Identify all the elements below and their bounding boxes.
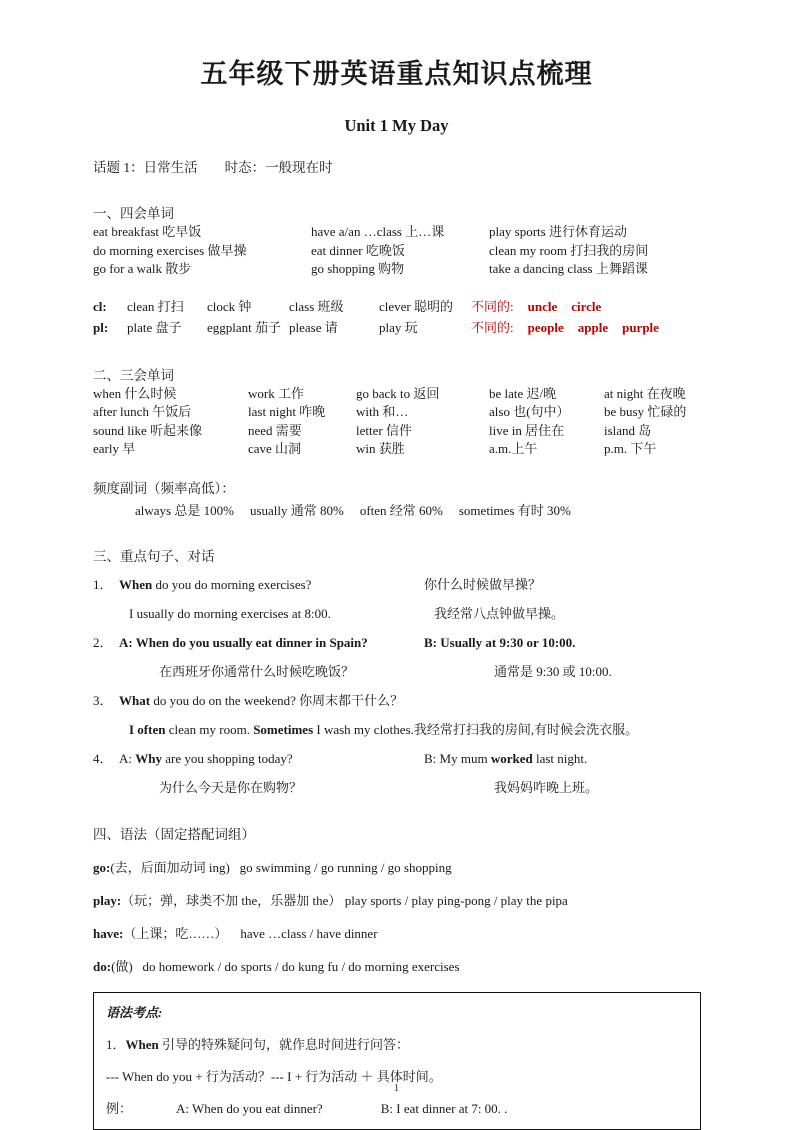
sentence-chinese-left: 为什么今天是你在购物？ bbox=[159, 779, 303, 795]
sentence-english bbox=[119, 751, 424, 768]
sentence-number: 4． bbox=[93, 750, 113, 766]
different-word: purple bbox=[622, 319, 659, 335]
vocab-cell: a.m.上午 bbox=[489, 441, 538, 456]
vocab-cell: do morning exercises 做早操 bbox=[93, 242, 247, 258]
frequency-item: usually 通常 80% bbox=[249, 503, 344, 519]
grammar-box-pattern: --- When do you + 行为活动？--- I + 行为活动 ＋ 具体时间。 bbox=[106, 1068, 442, 1084]
vocab-cell: cave 山洞 bbox=[248, 441, 302, 456]
sentence-english bbox=[119, 693, 705, 710]
different-label: 不同的: bbox=[471, 298, 514, 314]
sentence-row bbox=[93, 606, 705, 623]
sentence-number: 1． bbox=[93, 577, 113, 593]
example-speaker-b: B: I eat dinner at 7: 00. . bbox=[380, 1100, 508, 1116]
grammar-examples: do homework / do sports / do kung fu / do morning exercises bbox=[142, 958, 460, 974]
sentence-row bbox=[93, 751, 705, 768]
blend-different-pl bbox=[471, 317, 705, 338]
blend-row-cl bbox=[93, 296, 705, 317]
frequency-heading: 频度副词（频率高低）： bbox=[93, 481, 235, 497]
sentence-number bbox=[93, 780, 119, 797]
vocab-cell: be busy 忙碌的 bbox=[604, 404, 687, 420]
sentence-row bbox=[93, 635, 705, 652]
vocab-cell: early 早 bbox=[93, 441, 136, 456]
sentence-chinese-right: 我妈妈咋晚上班。 bbox=[494, 779, 599, 795]
blend-table bbox=[93, 296, 705, 338]
blend-item: class 班级 bbox=[289, 298, 344, 314]
frequency-item: sometimes 有时 30% bbox=[458, 503, 571, 519]
section-heading-four-skills: 一、四会单词 bbox=[93, 206, 174, 222]
sentence-row bbox=[93, 780, 705, 797]
sentence-chinese-right: 通常是 9:30 或 10:00. bbox=[494, 664, 612, 680]
vocab-cell: be late 迟/晚 bbox=[489, 385, 557, 401]
sentence-number bbox=[93, 664, 119, 681]
vocab-cell: letter 信件 bbox=[356, 422, 412, 438]
grammar-examples: play sports / play ping-pong / play the pipa bbox=[344, 892, 568, 908]
grammar-points-box bbox=[93, 992, 701, 1130]
vocab-cell: last night 咋晚 bbox=[248, 404, 326, 420]
grammar-key: play: bbox=[93, 892, 122, 908]
section-heading-grammar: 四、语法（固定搭配词组） bbox=[93, 826, 255, 842]
sentence-english bbox=[119, 635, 424, 652]
grammar-row bbox=[93, 857, 705, 876]
sentence-english-bold: A: When do you usually eat dinner in Spain? bbox=[119, 635, 368, 651]
vocab-cell: when 什么时候 bbox=[93, 385, 177, 401]
vocab-cell: at night 在夜晚 bbox=[604, 385, 686, 401]
blend-item: play 玩 bbox=[379, 319, 418, 335]
grammar-row bbox=[93, 956, 705, 975]
blend-item: clean 打扫 bbox=[127, 298, 184, 314]
section-heading-three-skills: 二、三会单词 bbox=[93, 367, 174, 383]
grammar-row bbox=[93, 890, 705, 909]
vocab-cell: clean my room 打扫我的房间 bbox=[489, 242, 649, 258]
example-label: 例： bbox=[106, 1100, 133, 1116]
sentence-chinese: 我经常八点钟做早操。 bbox=[434, 606, 565, 622]
vocab-cell: go shopping 购物 bbox=[311, 261, 405, 277]
sentence-answer bbox=[424, 635, 705, 652]
answer-keyword: worked bbox=[490, 750, 533, 766]
blend-item: please 请 bbox=[289, 319, 338, 335]
sentence-english bbox=[119, 577, 424, 594]
grammar-key: do: bbox=[93, 958, 112, 974]
different-word: people bbox=[527, 319, 564, 335]
vocab-cell: p.m. 下午 bbox=[604, 441, 657, 456]
example-speaker-a: A: When do you eat dinner? bbox=[176, 1100, 323, 1116]
blend-key: cl: bbox=[93, 298, 107, 314]
sentence-number: 3． bbox=[93, 693, 113, 709]
speaker-b-label: B: My mum bbox=[424, 750, 491, 766]
four-skills-vocab-grid bbox=[93, 223, 705, 278]
blend-item: clock 钟 bbox=[207, 298, 252, 314]
sentence-row bbox=[93, 693, 705, 710]
sentence-list bbox=[93, 577, 705, 796]
grammar-key: go: bbox=[93, 859, 111, 875]
vocab-cell: sound like 听起来像 bbox=[93, 422, 203, 438]
sentence-bold-b: Sometimes bbox=[253, 721, 314, 737]
blend-item: plate 盘子 bbox=[127, 319, 182, 335]
grammar-examples: go swimming / go running / go shopping bbox=[239, 859, 452, 875]
vocab-cell: live in 居住在 bbox=[489, 422, 565, 438]
sentence-bold-a: I often bbox=[129, 721, 166, 737]
vocab-cell: after lunch 午饭后 bbox=[93, 404, 192, 420]
vocab-cell: go for a walk 散步 bbox=[93, 261, 192, 277]
frequency-item: always 总是 100% bbox=[135, 503, 234, 519]
different-label: 不同的: bbox=[471, 319, 514, 335]
grammar-box-title: 语法考点: bbox=[106, 1004, 163, 1020]
sentence-keyword: Why bbox=[135, 750, 162, 766]
sentence-keyword: When bbox=[119, 577, 153, 593]
unit-title: Unit 1 My Day bbox=[344, 116, 449, 136]
grammar-key: have: bbox=[93, 925, 124, 941]
sentence-mixed bbox=[119, 722, 705, 739]
different-word: circle bbox=[571, 298, 602, 314]
vocab-cell: also 也(句中） bbox=[489, 404, 570, 420]
point-keyword: When bbox=[125, 1036, 159, 1052]
sentence-number: 2． bbox=[93, 635, 113, 651]
sentence-keyword: What bbox=[119, 693, 151, 709]
blend-different-cl bbox=[471, 296, 705, 317]
frequency-item: often 经常 60% bbox=[359, 503, 443, 519]
grammar-note: （玩；弹，球类不加 the，乐器加 the） bbox=[121, 892, 342, 908]
speaker-a-label: A: bbox=[119, 750, 136, 766]
blend-key: pl: bbox=[93, 319, 109, 335]
vocab-cell: eat dinner 吃晚饭 bbox=[311, 242, 405, 258]
frequency-list bbox=[93, 500, 705, 519]
vocab-cell: work 工作 bbox=[248, 385, 304, 401]
answer-rest: last night. bbox=[532, 750, 588, 766]
topic-line: 话题 1：日常生活 时态：一般现在时 bbox=[93, 160, 333, 176]
point-rest: 引导的特殊疑问句，就作息时间进行问答： bbox=[158, 1036, 410, 1052]
vocab-cell: win 获胜 bbox=[356, 441, 405, 456]
different-word: uncle bbox=[527, 298, 558, 314]
sentence-row bbox=[93, 577, 705, 594]
sentence-mid-a: clean my room. bbox=[165, 721, 254, 737]
sentence-answer-bold: B: Usually at 9:30 or 10:00. bbox=[424, 635, 576, 651]
vocab-cell: take a dancing class 上舞蹈课 bbox=[489, 261, 648, 277]
point-number: 1． bbox=[106, 1036, 126, 1052]
section-heading-sentences: 三、重点句子、对话 bbox=[93, 549, 215, 565]
vocab-cell: with 和… bbox=[356, 404, 409, 420]
grammar-box-point bbox=[106, 1034, 688, 1053]
grammar-examples: have …class / have dinner bbox=[240, 925, 378, 941]
blend-item: clever 聪明的 bbox=[379, 298, 454, 314]
vocab-cell: play sports 进行休育运动 bbox=[489, 224, 627, 240]
sentence-row bbox=[93, 664, 705, 681]
document-body bbox=[0, 156, 793, 1129]
grammar-box-example bbox=[106, 1098, 688, 1117]
vocab-cell: island 岛 bbox=[604, 422, 652, 438]
sentence-number bbox=[93, 606, 119, 623]
sentence-chinese: 你什么时候做早操？ bbox=[424, 577, 542, 593]
grammar-collocation-list bbox=[93, 857, 705, 975]
vocab-cell: go back to 返回 bbox=[356, 385, 440, 401]
vocab-cell: have a/an …class 上…课 bbox=[311, 224, 445, 240]
blend-row-pl bbox=[93, 317, 705, 338]
grammar-note: （上课；吃……） bbox=[123, 925, 228, 941]
page-title: 五年级下册英语重点知识点梳理 bbox=[200, 59, 593, 89]
sentence-chinese-left: 在西班牙你通常什么时候吃晚饭？ bbox=[159, 664, 355, 680]
grammar-note: (去，后面加动词 ing) bbox=[110, 859, 230, 875]
sentence-english-rest: do you do on the weekend? 你周末都干什么？ bbox=[150, 693, 404, 709]
grammar-row bbox=[93, 923, 705, 942]
blend-item: eggplant 茄子 bbox=[207, 319, 282, 335]
sentence-english-rest: are you shopping today? bbox=[161, 750, 293, 766]
vocab-cell: need 需要 bbox=[248, 422, 302, 438]
sentence-answer bbox=[424, 751, 705, 768]
different-word: apple bbox=[577, 319, 609, 335]
sentence-row bbox=[93, 722, 705, 739]
three-skills-vocab-grid bbox=[93, 385, 705, 459]
sentence-english-rest: do you do morning exercises? bbox=[152, 577, 312, 593]
grammar-note: (做) bbox=[111, 958, 133, 974]
page-number: 1 bbox=[393, 1082, 400, 1094]
sentence-number bbox=[93, 722, 119, 739]
sentence-tail: I wash my clothes.我经常打扫我的房间,有时候会洗衣服。 bbox=[313, 721, 639, 737]
sentence-english: I usually do morning exercises at 8:00. bbox=[129, 606, 331, 622]
vocab-cell: eat breakfast 吃早饭 bbox=[93, 224, 202, 240]
